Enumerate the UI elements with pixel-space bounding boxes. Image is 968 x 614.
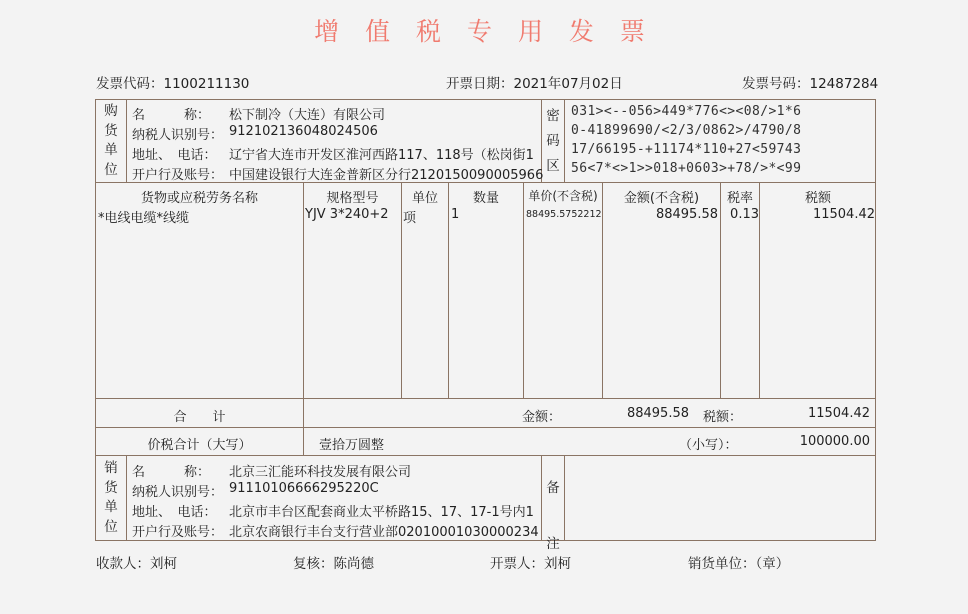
col-divider-3 [448, 183, 449, 398]
col-divider-4 [523, 183, 524, 398]
footer-issuer [490, 552, 571, 572]
divider-totals-grand [96, 427, 876, 428]
footer-seller-seal: 销货单位：（章） [688, 556, 790, 572]
buyer-side-char: 货 [104, 122, 118, 139]
seller-address-label: 地址、 电话： [132, 505, 217, 520]
seller-bank-value: 北京农商银行丰台支行营业部02010001030000234 [229, 525, 539, 540]
issuer-value: 刘柯 [544, 556, 571, 572]
payee-label: 收款人： [96, 556, 150, 572]
item-name: *电线电缆*线缆 [98, 211, 190, 226]
grand-total-label: 价税合计（大写） [147, 438, 252, 453]
col-header-name: 货物或应税劳务名称 [140, 191, 258, 206]
seller-address-value: 北京市丰台区配套商业太平桥路15、17、17-1号内1 [229, 505, 534, 520]
item-price: 88495.5752212 [526, 209, 602, 220]
remarks-label-divider [564, 456, 565, 540]
cipher-line: 031><--056>449*776<><08/>1*6 [571, 104, 802, 119]
cipher-line: 56<7*<>1>>018+0603>+78/>*<99 [571, 161, 802, 176]
invoice-title: 增 值 税 专 用 发 票 [314, 17, 654, 46]
col-header-unit: 单位 [411, 191, 438, 206]
col-divider-1 [303, 183, 304, 455]
cipher-line: 17/66195-+11174*110+27<59743 [571, 142, 802, 157]
seller-name-label: 名 称： [132, 465, 211, 480]
seller-taxid-value: 91110106666295220C [229, 481, 379, 496]
grand-total-words: 壹拾万圆整 [319, 438, 385, 453]
seller-side-label [96, 459, 126, 537]
issuer-label: 开票人： [490, 556, 544, 572]
seller-side-char: 位 [104, 518, 118, 535]
buyer-side-char: 位 [104, 161, 118, 178]
col-header-amount: 金额(不含税) [623, 191, 700, 206]
buyer-side-char: 购 [104, 103, 118, 119]
buyer-side-char: 单 [104, 142, 118, 158]
buyer-address-label: 地址、 电话： [132, 148, 217, 163]
buyer-address-value: 辽宁省大连市开发区淮河西路117、118号（松岗街1 [229, 148, 534, 163]
totals-tax-label: 税额： [703, 410, 743, 425]
invoice-date-value: 2021年07月02日 [513, 76, 623, 92]
cipher-side-label [542, 104, 564, 179]
col-header-rate: 税率 [726, 191, 753, 206]
invoice-number-label: 发票号码： [742, 76, 810, 92]
item-spec: YJV 3*240+2 [305, 207, 389, 222]
buyer-name-label: 名 称： [132, 108, 211, 123]
col-header-price: 单价(不含税) [528, 189, 598, 203]
buyer-side-label [96, 102, 126, 180]
invoice-date-label: 开票日期： [446, 76, 514, 92]
buyer-bank-value: 中国建设银行大连金普新区分行2120150090005966 [229, 168, 544, 183]
seller-side-char: 销 [104, 460, 118, 476]
col-header-qty: 数量 [472, 191, 499, 206]
remarks-side-char: 注 [546, 536, 560, 552]
invoice-number [742, 72, 878, 92]
seller-name-value: 北京三汇能环科技发展有限公司 [229, 465, 412, 480]
divider-grand-seller [96, 455, 876, 456]
seller-side-divider [126, 456, 127, 540]
item-unit: 项 [403, 211, 417, 226]
buyer-name-value: 松下制冷（大连）有限公司 [229, 108, 386, 123]
item-qty: 1 [451, 207, 460, 222]
invoice-code-value: 1100211130 [163, 76, 250, 92]
grand-total-small-label: （小写）： [679, 438, 738, 453]
totals-label: 合 计 [173, 410, 226, 425]
footer-payee [96, 552, 177, 572]
item-amount: 88495.58 [655, 207, 718, 222]
col-divider-2 [401, 183, 402, 398]
buyer-taxid-value: 912102136048024506 [229, 124, 378, 139]
totals-tax-value: 11504.42 [807, 406, 870, 421]
buyer-side-divider [126, 100, 127, 182]
seller-taxid-label: 纳税人识别号： [132, 485, 224, 500]
reviewer-value: 陈尚德 [333, 556, 374, 572]
col-header-spec: 规格型号 [326, 191, 379, 206]
col-header-tax: 税额 [804, 191, 831, 206]
buyer-taxid-label: 纳税人识别号： [132, 128, 224, 143]
cipher-label-divider [564, 100, 565, 182]
item-rate: 0.13 [730, 207, 759, 222]
totals-amount-label: 金额： [522, 410, 562, 425]
invoice-code-label: 发票代码： [96, 76, 164, 92]
seller-bank-label: 开户行及账号： [132, 525, 224, 540]
buyer-bank-label: 开户行及账号： [132, 168, 224, 183]
invoice-code [96, 72, 249, 92]
invoice-number-value: 12487284 [809, 76, 879, 92]
footer-reviewer [293, 552, 374, 572]
invoice-date [446, 72, 623, 92]
cipher-side-char: 区 [546, 158, 560, 174]
grand-total-value: 100000.00 [799, 434, 870, 449]
payee-value: 刘柯 [150, 556, 177, 572]
divider-items-totals [96, 398, 876, 399]
item-tax: 11504.42 [812, 207, 875, 222]
remarks-side-char: 备 [546, 480, 560, 496]
cipher-side-char: 密 [546, 108, 560, 124]
cipher-line: 0-41899690/<2/3/0862>/4790/8 [571, 123, 802, 138]
seller-side-char: 单 [104, 499, 118, 515]
reviewer-label: 复核： [293, 556, 334, 572]
seller-side-char: 货 [104, 479, 118, 496]
totals-amount-value: 88495.58 [626, 406, 689, 421]
cipher-side-char: 码 [546, 133, 560, 149]
